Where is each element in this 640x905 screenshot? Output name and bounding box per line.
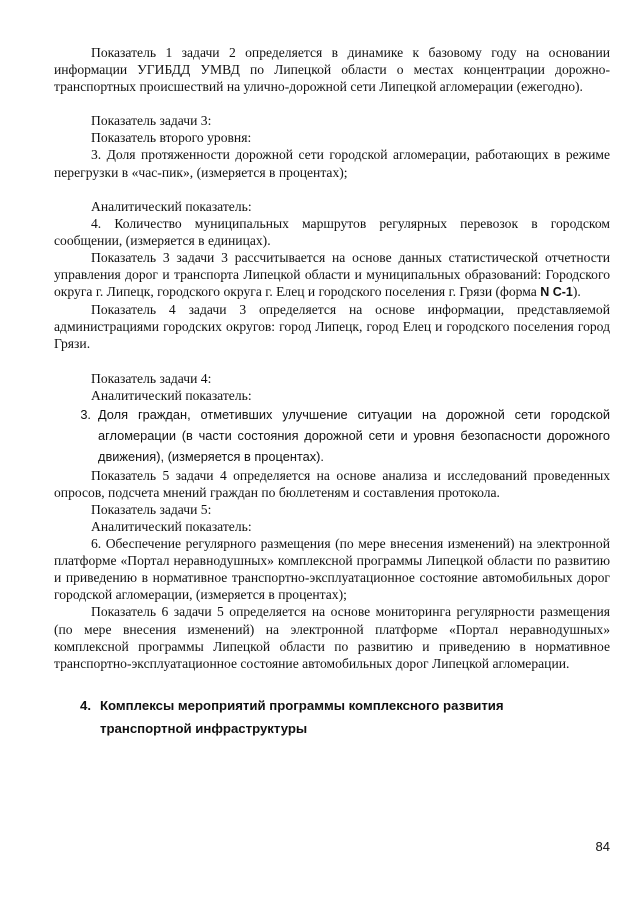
paragraph-tail: ). <box>572 284 581 300</box>
paragraph-item-4-routes: 4. Количество муниципальных маршрутов регулярных перевозок в городском сообщении, (измеряется в единицах). <box>54 215 610 248</box>
paragraph-item-3-congestion: 3. Доля протяженности дорожной сети городской агломерации, работающих в режиме перегрузки в «час-пик», (измеряется в процентах); <box>54 147 610 180</box>
label-analytical-indicator: Аналитический показатель: <box>91 387 252 403</box>
label-analytical-indicator: Аналитический показатель: <box>91 198 252 214</box>
paragraph-task3-indicator3 <box>54 249 610 301</box>
document-body <box>54 44 610 740</box>
paragraph-task2-indicator1: Показатель 1 задачи 2 определяется в динамике к базовому году на основании информации УГИБДД УМВД по Липецкой области о местах концентрации дорожно-транспортных происшествий на улично-дорожной сети Липецкой агломерации (ежегодно). <box>54 45 610 95</box>
paragraph-task3-indicator4: Показатель 4 задачи 3 определяется на основе информации, представляемой администрациями городских округов: город Липецк, город Елец и городского поселения город Грязи. <box>54 302 610 352</box>
paragraph-item-6-portal: 6. Обеспечение регулярного размещения (по мере внесения изменений) на электронной платформе «Портал неравнодушных» комплексной программы Липецкой области по развитию и приведению в нормативное транспортно-эксплуатационное состояние автомобильных дорог городской агломерации, (измеряется в процентах); <box>54 536 610 603</box>
list-item-3-citizens-share <box>54 404 610 467</box>
paragraph-task4-indicator5: Показатель 5 задачи 4 определяется на основе анализа и исследований проведенных опросов, подсчета мнений граждан по бюллетеням и составления протокола. <box>54 467 610 500</box>
label-analytical-indicator: Аналитический показатель: <box>91 518 252 534</box>
section-heading <box>54 694 610 740</box>
section-number: 4. <box>80 697 91 713</box>
paragraph-text: Показатель 3 задачи 3 рассчитывается на основе данных статистической отчетности управления дорог и транспорта Липецкой области и муниципальных образований: Городского округа г. Липецк, городского округа г. Елец и городского поселения г. Грязи (форма <box>54 249 610 300</box>
section-title: Комплексы мероприятий программы комплексного развития транспортной инфраструктуры <box>100 697 504 736</box>
label-task4-indicator: Показатель задачи 4: <box>91 370 212 386</box>
spacer <box>54 353 610 370</box>
spacer <box>54 672 610 694</box>
spacer <box>54 95 610 112</box>
paragraph-task5-indicator6: Показатель 6 задачи 5 определяется на основе мониторинга регулярности размещения (по мере внесения изменений) на электронной платформе «Портал неравнодушных» комплексной программы Липецкой области по развитию и приведению в нормативное транспортно-эксплуатационное состояние автомобильных дорог Липецкой агломерации. <box>54 604 610 671</box>
spacer <box>54 181 610 198</box>
page-number: 84 <box>595 839 610 854</box>
list-item-number: 3. <box>80 406 91 422</box>
label-task5-indicator: Показатель задачи 5: <box>91 501 212 517</box>
form-code: N С-1 <box>540 285 573 300</box>
label-task3-indicator: Показатель задачи 3: <box>91 113 212 129</box>
label-second-level-indicator: Показатель второго уровня: <box>91 130 252 146</box>
list-item-text: Доля граждан, отметивших улучшение ситуации на дорожной сети городской агломерации (в части состояния дорожной сети и уровня безопасности дорожного движения), (измеряется в процентах). <box>98 406 610 464</box>
